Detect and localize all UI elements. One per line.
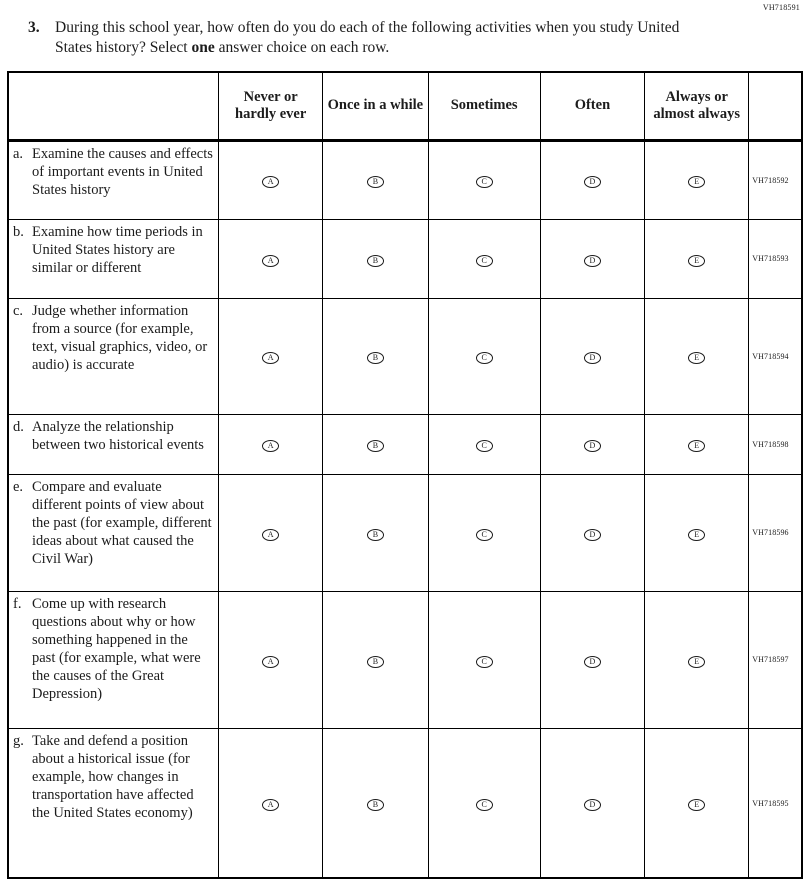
row-label [8,474,219,591]
table-row [8,219,802,298]
answer-bubble-b[interactable]: B [367,529,384,541]
column-header-sometimes: Sometimes [428,72,540,140]
row-code: VH718597 [749,591,802,728]
row-text: Analyze the relationship between two historical events [32,418,204,453]
question-number: 3. [28,19,40,36]
row-label [8,728,219,878]
answer-bubble-c[interactable]: C [476,176,493,188]
answer-bubble-a[interactable]: A [262,352,279,364]
header-code-cell [749,72,802,140]
question-text [55,18,703,58]
question-text-start: During this school year, how often do you do each of the following activities when you study United States history? Select [55,19,680,57]
answer-bubble-d[interactable]: D [584,176,601,188]
row-text: Judge whether information from a source (for example, text, visual graphics, video, or audio) is accurate [32,302,208,373]
answer-bubble-d[interactable]: D [584,656,601,668]
column-header-always: Always or almost always [645,72,749,140]
answer-bubble-a[interactable]: A [262,529,279,541]
table-row [8,414,802,474]
row-code: VH718593 [749,219,802,298]
row-letter: f. [13,595,22,612]
row-code: VH718594 [749,298,802,414]
row-letter: c. [13,302,24,319]
row-label [8,140,219,219]
row-text: Examine how time periods in United States history are similar or different [32,223,203,276]
answer-bubble-d[interactable]: D [584,352,601,364]
row-letter: d. [13,418,24,435]
form-code: VH718591 [762,3,800,12]
table-row [8,140,802,219]
answer-bubble-a[interactable]: A [262,176,279,188]
answer-bubble-d[interactable]: D [584,799,601,811]
question-text-end: answer choice on each row. [214,39,390,57]
row-label [8,414,219,474]
answer-bubble-e[interactable]: E [688,656,705,668]
row-label [8,298,219,414]
answer-bubble-e[interactable]: E [688,529,705,541]
answer-bubble-c[interactable]: C [476,799,493,811]
answer-bubble-a[interactable]: A [262,440,279,452]
row-text: Examine the causes and effects of important events in United States history [32,145,213,198]
answer-bubble-c[interactable]: C [476,255,493,267]
header-empty-cell [8,72,219,140]
answer-bubble-b[interactable]: B [367,799,384,811]
answer-bubble-b[interactable]: B [367,176,384,188]
column-header-never: Never or hardly ever [219,72,323,140]
answer-bubble-a[interactable]: A [262,799,279,811]
row-letter: a. [13,145,24,162]
column-header-once-in-a-while: Once in a while [323,72,428,140]
table-row [8,728,802,878]
row-letter: g. [13,732,24,749]
answer-bubble-c[interactable]: C [476,440,493,452]
table-row [8,298,802,414]
answer-bubble-e[interactable]: E [688,255,705,267]
row-code: VH718596 [749,474,802,591]
row-code: VH718592 [749,140,802,219]
row-text: Take and defend a position about a historical issue (for example, how changes in transportation have affected the United States economy) [32,732,194,821]
answer-bubble-c[interactable]: C [476,529,493,541]
table-row [8,591,802,728]
response-grid [7,71,803,879]
question-block [28,18,803,58]
row-code: VH718598 [749,414,802,474]
row-letter: e. [13,478,24,495]
answer-bubble-d[interactable]: D [584,255,601,267]
answer-bubble-d[interactable]: D [584,529,601,541]
answer-bubble-e[interactable]: E [688,176,705,188]
table-row [8,474,802,591]
row-label [8,219,219,298]
answer-bubble-b[interactable]: B [367,255,384,267]
row-text: Come up with research questions about why or how something happened in the past (for example, what were the causes of the Great Depression) [32,595,201,702]
question-text-bold: one [191,39,215,57]
answer-bubble-d[interactable]: D [584,440,601,452]
answer-bubble-b[interactable]: B [367,352,384,364]
answer-bubble-b[interactable]: B [367,656,384,668]
answer-bubble-e[interactable]: E [688,352,705,364]
answer-bubble-b[interactable]: B [367,440,384,452]
answer-bubble-a[interactable]: A [262,656,279,668]
answer-bubble-e[interactable]: E [688,799,705,811]
row-label [8,591,219,728]
row-text: Compare and evaluate different points of view about the past (for example, different ideas about what caused the Civil War) [32,478,212,567]
answer-bubble-a[interactable]: A [262,255,279,267]
answer-bubble-c[interactable]: C [476,656,493,668]
header-row [8,72,802,140]
answer-bubble-c[interactable]: C [476,352,493,364]
row-code: VH718595 [749,728,802,878]
row-letter: b. [13,223,24,240]
column-header-often: Often [540,72,644,140]
answer-bubble-e[interactable]: E [688,440,705,452]
